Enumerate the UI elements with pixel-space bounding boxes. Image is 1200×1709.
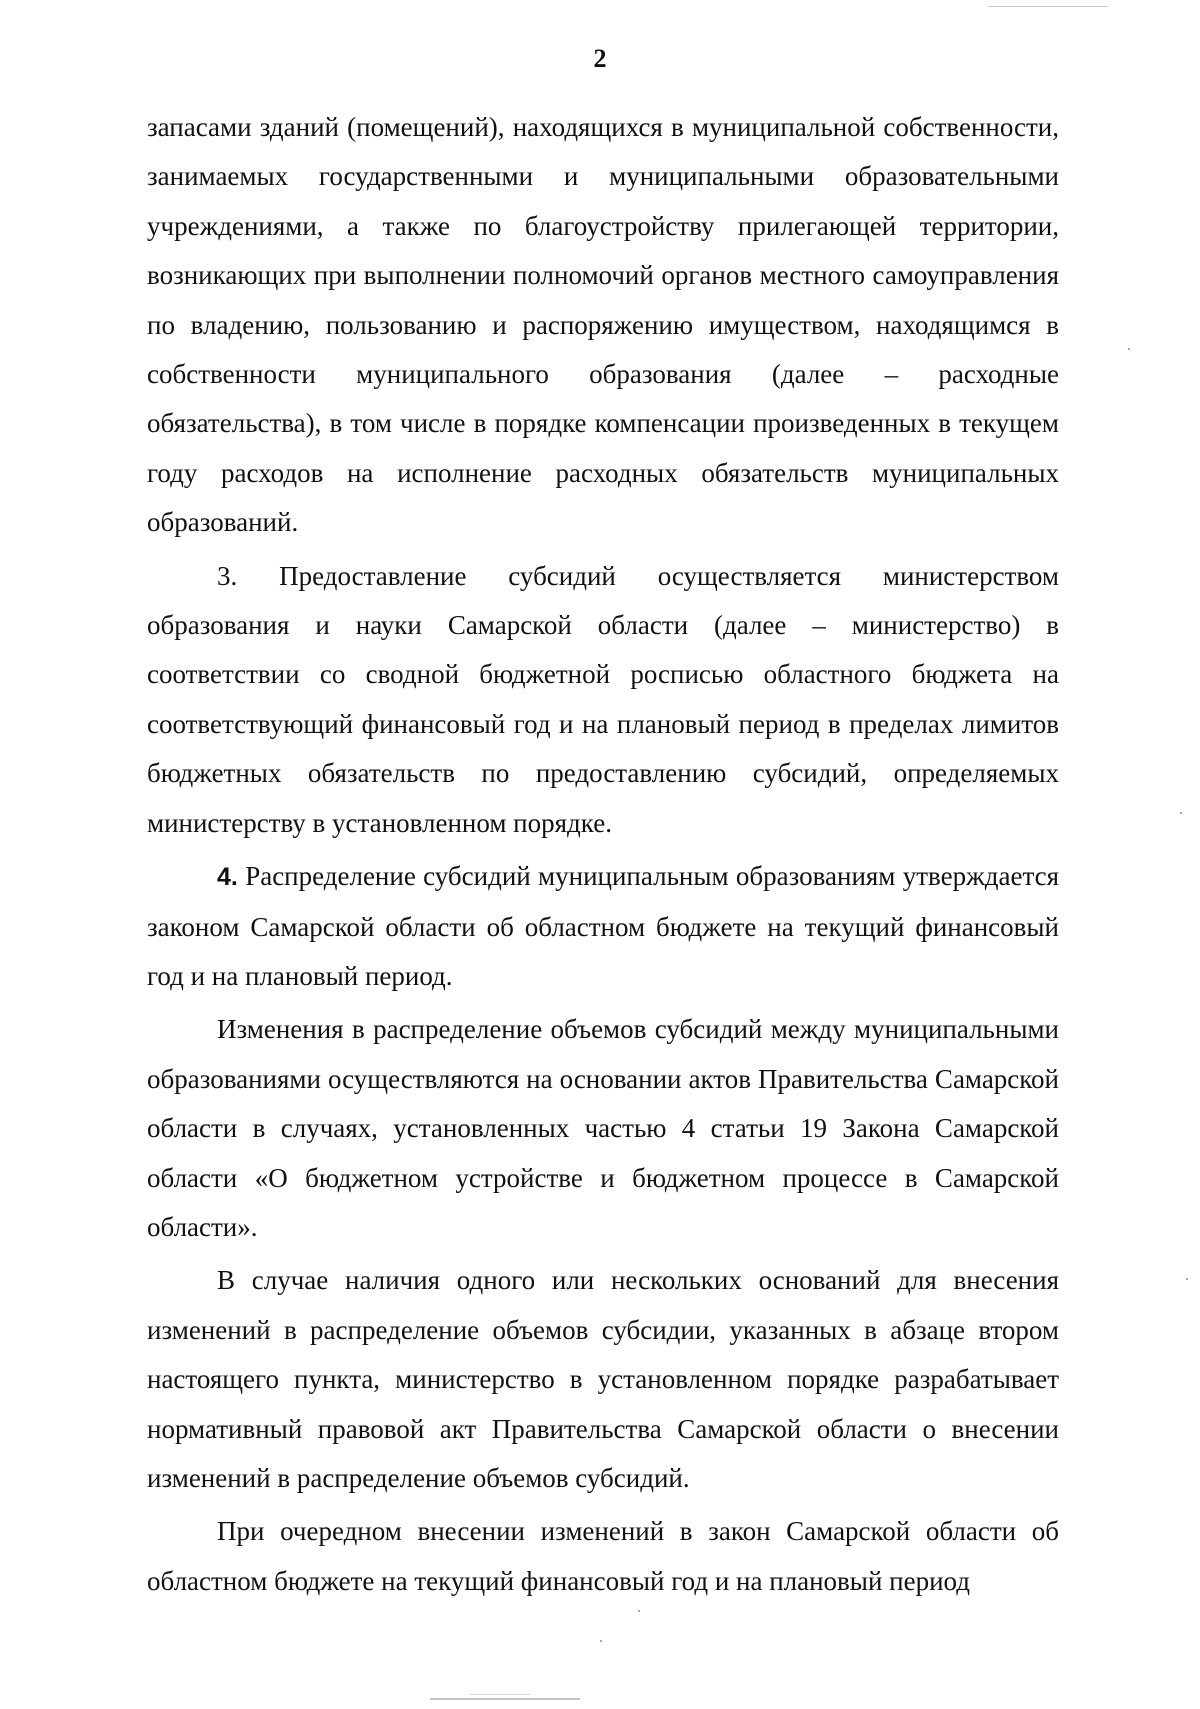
scan-speck [1180, 812, 1182, 814]
scan-artifact-top [988, 6, 1108, 7]
paragraph-changes [147, 1005, 1059, 1252]
paragraph-4 [147, 852, 1059, 1001]
paragraph-4-number: 4. [217, 863, 238, 892]
paragraph-1-text: запасами зданий (помещений), находящихся в муниципальной собственности, занимаемых государственными и муниципальными образовательными учреждениями, а также по благоустройству прилегающей территории, возникающих при выполнении полномочий органов местного самоуправления по владению, пользованию и распоряжению имуществом, находящимся в собственности муниципального образования (далее – расходные обязательства), в том числе в порядке компенсации произведенных в текущем году расходов на исполнение расходных обязательств муниципальных образований. [147, 112, 1059, 538]
scan-speck [600, 1640, 602, 1642]
document-body [147, 103, 1059, 1610]
paragraph-3-text: Предоставление субсидий осуществляется министерством образования и науки Самарской области (далее – министерство) в соответствии со сводной бюджетной росписью областного бюджета на соответствующий финансовый год и на плановый период в пределах лимитов бюджетных обязательств по предоставлению субсидий, определяемых министерству в установленном порядке. [147, 560, 1059, 838]
paragraph-grounds [147, 1256, 1059, 1503]
scan-speck [1128, 348, 1130, 350]
scan-artifact-bottom [430, 1698, 580, 1700]
paragraph-changes-text: Изменения в распределение объемов субсидий между муниципальными образованиями осуществляются на основании актов Правительства Самарской области в случаях, установленных частью 4 статьи 19 Закона Самарской области «О бюджетном устройстве и бюджетном процессе в Самарской области». [147, 1014, 1059, 1242]
paragraph-3 [147, 552, 1059, 848]
paragraph-4-text: Распределение субсидий муниципальным образованиям утверждается законом Самарской области об областном бюджете на текущий финансовый год и на плановый период. [147, 861, 1059, 991]
paragraph-next-amendment [147, 1507, 1059, 1606]
paragraph-3-number: 3. [217, 560, 238, 591]
page-number: 2 [593, 44, 607, 73]
paragraph-grounds-text: В случае наличия одного или нескольких оснований для внесения изменений в распределение объемов субсидии, указанных в абзаце втором настоящего пункта, министерство в установленном порядке разрабатывает нормативный правовой акт Правительства Самарской области о внесении изменений в распределение объемов субсидий. [147, 1265, 1059, 1493]
paragraph-1 [147, 103, 1059, 548]
scan-speck [1186, 1278, 1188, 1280]
paragraph-next-amendment-text: При очередном внесении изменений в закон Самарской области об областном бюджете на текущий финансовый год и на плановый период [147, 1516, 1059, 1596]
scan-artifact-bottom-faint [470, 1694, 530, 1695]
scan-speck [638, 1610, 640, 1612]
